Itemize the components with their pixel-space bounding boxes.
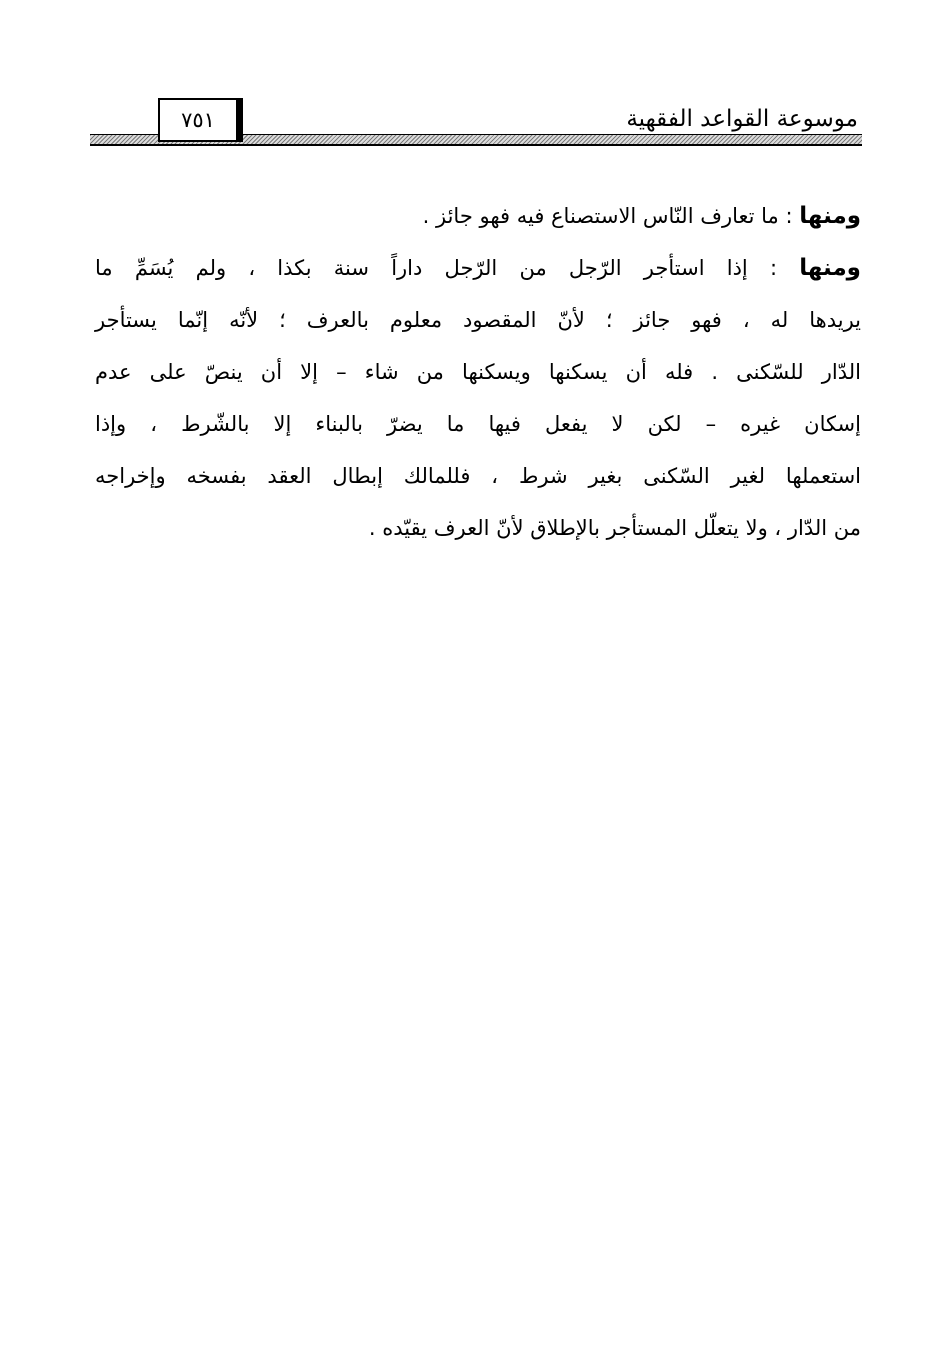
text-line: من الدّار ، ولا يتعلّل المستأجر بالإطلاق لأنّ العرف يقيّده . <box>368 516 861 540</box>
text-line: الدّار للسّكنى . فله أن يسكنها ويسكنها من شاء – إلا أن ينصّ على عدم <box>95 360 861 384</box>
line-text: : ما تعارف النّاس الاستصناع فيه فهو جائز . <box>422 204 793 228</box>
text-line <box>95 190 861 242</box>
line-text: : إذا استأجر الرّجل من الرّجل داراً سنة بكذا ، ولم يُسَمِّ ما <box>95 256 778 280</box>
book-title: موسوعة القواعد الفقهية <box>626 106 858 132</box>
text-line: يريدها له ، فهو جائز ؛ لأنّ المقصود معلوم بالعرف ؛ لأنّه إنّما يستأجر <box>95 308 861 332</box>
text-line: إسكان غيره – لكن لا يفعل فيها ما يضرّ بالبناء إلا بالشّرط ، وإذا <box>95 412 861 436</box>
page-number: ٧٥١ <box>158 98 238 142</box>
paragraph-keyword: ومنها <box>799 203 861 229</box>
page-header <box>90 96 862 156</box>
body-text <box>95 190 861 554</box>
text-line: استعملها لغير السّكنى بغير شرط ، فللمالك إبطال العقد بفسخه وإخراجه <box>95 464 861 488</box>
paragraph-keyword: ومنها <box>799 255 861 281</box>
text-line <box>95 242 861 294</box>
